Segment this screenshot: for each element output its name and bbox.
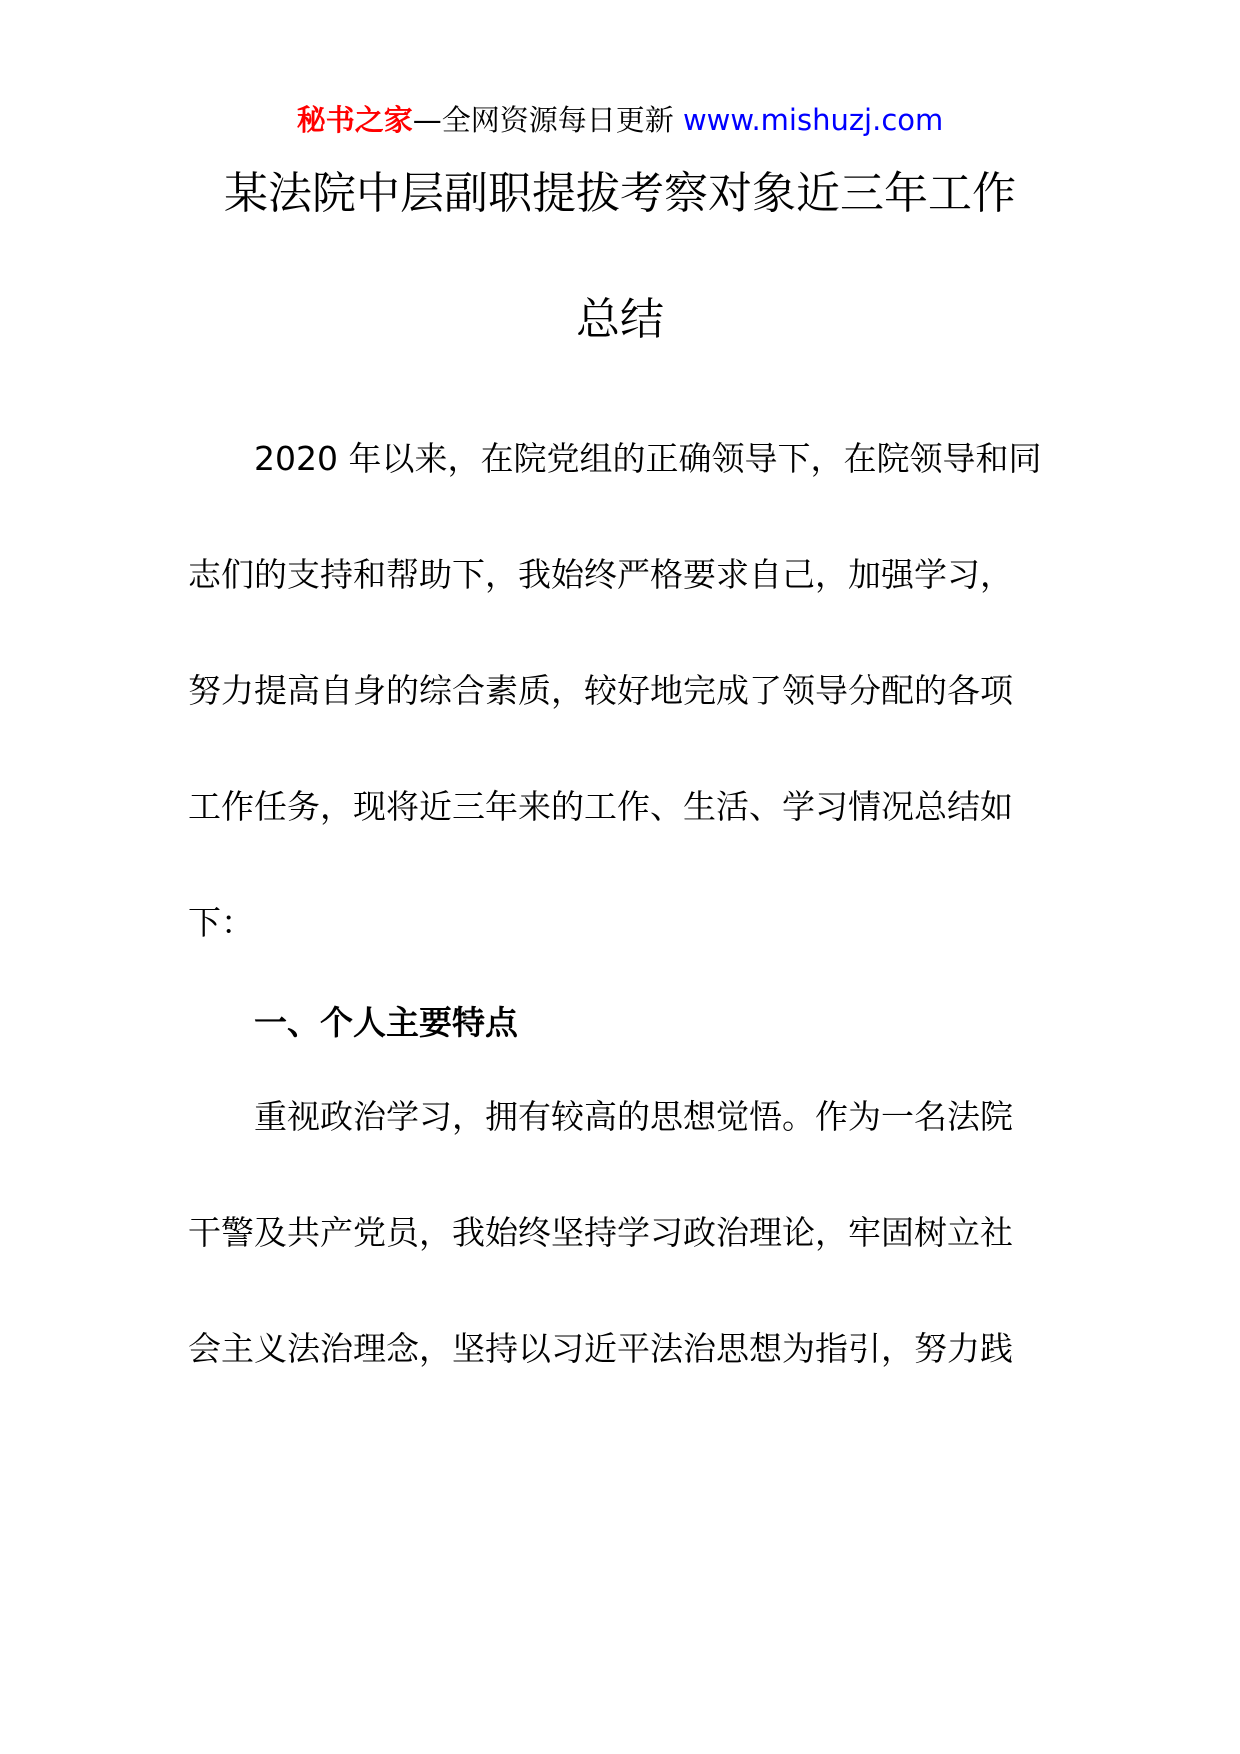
document-title-line-2: 总结 [576, 294, 664, 345]
paragraph-line: 下： [188, 903, 254, 942]
section-heading: 一、个人主要特点 [254, 1003, 518, 1042]
paragraph-line: 努力提高自身的综合素质，较好地完成了领导分配的各项 [188, 671, 1013, 710]
paragraph-line: 志们的支持和帮助下，我始终严格要求自己，加强学习， [188, 555, 1013, 594]
site-url-link[interactable]: www.mishuzj.com [682, 103, 944, 137]
paragraph-line: 工作任务，现将近三年来的工作、生活、学习情况总结如 [188, 787, 1013, 826]
site-slogan: —全网资源每日更新 [412, 103, 683, 137]
paragraph-line: 2020 年以来，在院党组的正确领导下，在院领导和同 [254, 439, 1042, 478]
paragraph-line: 重视政治学习，拥有较高的思想觉悟。作为一名法院 [254, 1097, 1013, 1136]
document-title-line-1: 某法院中层副职提拔考察对象近三年工作 [224, 168, 1016, 219]
paragraph-line: 干警及共产党员，我始终坚持学习政治理论，牢固树立社 [188, 1213, 1013, 1252]
site-brand: 秘书之家 [296, 103, 413, 137]
site-header [0, 100, 1240, 140]
paragraph-line: 会主义法治理念，坚持以习近平法治思想为指引，努力践 [188, 1329, 1013, 1368]
